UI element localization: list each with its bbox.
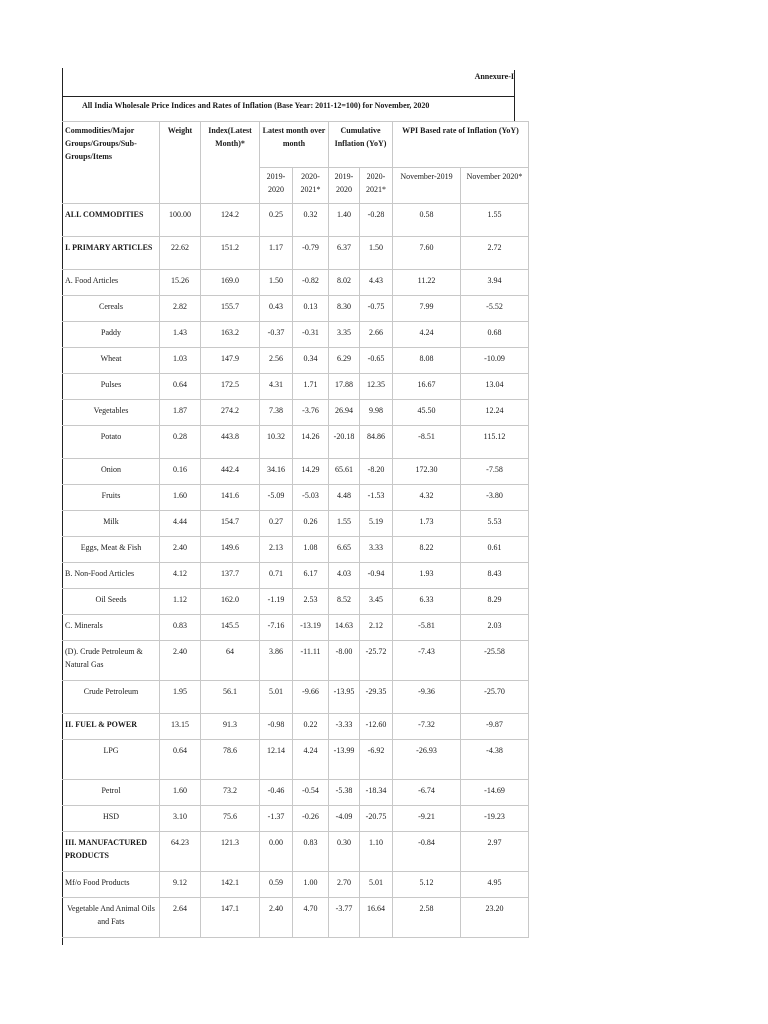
row-label: B. Non-Food Articles	[63, 563, 160, 589]
cell-weight: 1.60	[160, 780, 201, 806]
cell-c2: 2.66	[360, 322, 393, 348]
cell-c1: 6.29	[329, 348, 360, 374]
cell-m1: 0.27	[260, 511, 293, 537]
cell-weight: 22.62	[160, 237, 201, 270]
cell-c1: -5.38	[329, 780, 360, 806]
table-row	[63, 296, 529, 322]
table-row	[63, 641, 529, 681]
cell-m2: -3.76	[293, 400, 329, 426]
cell-m2: 0.13	[293, 296, 329, 322]
cell-w1: -5.81	[393, 615, 461, 641]
table-row	[63, 459, 529, 485]
subheader-mom-2020: 2020-2021*	[293, 168, 329, 204]
cell-c1: 1.40	[329, 204, 360, 237]
table-row	[63, 537, 529, 563]
cell-m2: -0.82	[293, 270, 329, 296]
cell-w2: 0.61	[461, 537, 529, 563]
wpi-table	[62, 121, 529, 938]
cell-w2: 13.04	[461, 374, 529, 400]
cell-w1: -6.74	[393, 780, 461, 806]
cell-w2: 8.29	[461, 589, 529, 615]
row-label: Petrol	[63, 780, 160, 806]
row-label: Milk	[63, 511, 160, 537]
cell-w1: 172.30	[393, 459, 461, 485]
row-label: ALL COMMODITIES	[63, 204, 160, 237]
cell-weight: 1.95	[160, 681, 201, 714]
cell-index: 56.1	[201, 681, 260, 714]
row-label: Pulses	[63, 374, 160, 400]
cell-c1: -20.18	[329, 426, 360, 459]
table-row	[63, 204, 529, 237]
cell-index: 124.2	[201, 204, 260, 237]
cell-c2: 5.19	[360, 511, 393, 537]
cell-w2: 2.03	[461, 615, 529, 641]
table-row	[63, 872, 529, 898]
cell-w2: -25.70	[461, 681, 529, 714]
cell-weight: 0.16	[160, 459, 201, 485]
cell-weight: 1.87	[160, 400, 201, 426]
cell-weight: 2.64	[160, 898, 201, 938]
table-row	[63, 237, 529, 270]
cell-m2: -0.31	[293, 322, 329, 348]
cell-m2: -11.11	[293, 641, 329, 681]
cell-c2: 3.33	[360, 537, 393, 563]
cell-w2: -10.09	[461, 348, 529, 374]
cell-w1: 4.32	[393, 485, 461, 511]
cell-m2: -9.66	[293, 681, 329, 714]
cell-m1: 4.31	[260, 374, 293, 400]
cell-c1: 17.88	[329, 374, 360, 400]
cell-w1: -9.21	[393, 806, 461, 832]
cell-m2: 0.26	[293, 511, 329, 537]
cell-w1: 16.67	[393, 374, 461, 400]
cell-c2: 1.10	[360, 832, 393, 872]
table-title-row	[62, 96, 514, 123]
cell-index: 121.3	[201, 832, 260, 872]
cell-index: 155.7	[201, 296, 260, 322]
cell-w1: 1.73	[393, 511, 461, 537]
table-row	[63, 511, 529, 537]
cell-c1: 2.70	[329, 872, 360, 898]
header-cumulative: Cumulative Inflation (YoY)	[329, 122, 393, 168]
header-index: Index(Latest Month)*	[201, 122, 260, 204]
cell-index: 145.5	[201, 615, 260, 641]
table-row	[63, 270, 529, 296]
cell-c1: 0.30	[329, 832, 360, 872]
cell-c2: -6.92	[360, 740, 393, 780]
cell-weight: 0.83	[160, 615, 201, 641]
cell-w2: -9.87	[461, 714, 529, 740]
cell-c2: 9.98	[360, 400, 393, 426]
table-row	[63, 615, 529, 641]
cell-c1: 14.63	[329, 615, 360, 641]
table-row	[63, 898, 529, 938]
table-title: All India Wholesale Price Indices and Rates of Inflation (Base Year: 2011-12=100) for November, 2020	[82, 101, 430, 110]
cell-c1: -13.95	[329, 681, 360, 714]
row-label: I. PRIMARY ARTICLES	[63, 237, 160, 270]
row-label: Vegetables	[63, 400, 160, 426]
cell-w1: -9.36	[393, 681, 461, 714]
cell-w2: -19.23	[461, 806, 529, 832]
cell-c2: 3.45	[360, 589, 393, 615]
table-row	[63, 806, 529, 832]
cell-w2: -14.69	[461, 780, 529, 806]
header-wpi-rate: WPI Based rate of Inflation (YoY)	[393, 122, 529, 168]
cell-w2: 115.12	[461, 426, 529, 459]
cell-index: 91.3	[201, 714, 260, 740]
annexure-label: Annexure-I	[474, 72, 514, 81]
cell-weight: 1.12	[160, 589, 201, 615]
cell-m1: 34.16	[260, 459, 293, 485]
cell-w1: 8.08	[393, 348, 461, 374]
table-row	[63, 589, 529, 615]
cell-m1: 2.13	[260, 537, 293, 563]
row-label: Eggs, Meat & Fish	[63, 537, 160, 563]
cell-w1: -8.51	[393, 426, 461, 459]
annexure-label-row	[62, 68, 514, 96]
cell-m1: 0.59	[260, 872, 293, 898]
cell-c2: 5.01	[360, 872, 393, 898]
cell-m1: -0.37	[260, 322, 293, 348]
cell-index: 75.6	[201, 806, 260, 832]
cell-weight: 2.40	[160, 641, 201, 681]
subheader-cum-2020: 2020-2021*	[360, 168, 393, 204]
cell-c2: -8.20	[360, 459, 393, 485]
row-label: Mf/o Food Products	[63, 872, 160, 898]
row-label: A. Food Articles	[63, 270, 160, 296]
cell-index: 147.1	[201, 898, 260, 938]
row-label: Fruits	[63, 485, 160, 511]
cell-m2: -13.19	[293, 615, 329, 641]
cell-w2: 8.43	[461, 563, 529, 589]
cell-index: 149.6	[201, 537, 260, 563]
header-weight: Weight	[160, 122, 201, 204]
cell-c2: 2.12	[360, 615, 393, 641]
cell-m2: 0.32	[293, 204, 329, 237]
cell-m1: 0.00	[260, 832, 293, 872]
cell-m2: 6.17	[293, 563, 329, 589]
cell-w1: -26.93	[393, 740, 461, 780]
cell-m2: 4.24	[293, 740, 329, 780]
cell-m2: -0.79	[293, 237, 329, 270]
row-label: Cereals	[63, 296, 160, 322]
cell-c2: -25.72	[360, 641, 393, 681]
cell-weight: 2.40	[160, 537, 201, 563]
cell-w1: 0.58	[393, 204, 461, 237]
cell-index: 141.6	[201, 485, 260, 511]
row-label: (D). Crude Petroleum & Natural Gas	[63, 641, 160, 681]
cell-c1: 26.94	[329, 400, 360, 426]
cell-c2: -1.53	[360, 485, 393, 511]
row-label: Potato	[63, 426, 160, 459]
cell-c2: -0.94	[360, 563, 393, 589]
cell-c2: 84.86	[360, 426, 393, 459]
annexure-right-border	[514, 70, 515, 122]
cell-m2: 2.53	[293, 589, 329, 615]
row-label: HSD	[63, 806, 160, 832]
cell-weight: 64.23	[160, 832, 201, 872]
cell-m2: 1.08	[293, 537, 329, 563]
cell-w2: 0.68	[461, 322, 529, 348]
cell-w2: 23.20	[461, 898, 529, 938]
cell-m1: -7.16	[260, 615, 293, 641]
cell-weight: 15.26	[160, 270, 201, 296]
cell-index: 274.2	[201, 400, 260, 426]
cell-m1: 7.38	[260, 400, 293, 426]
cell-c1: -4.09	[329, 806, 360, 832]
cell-index: 73.2	[201, 780, 260, 806]
cell-m1: 2.40	[260, 898, 293, 938]
cell-m1: -0.46	[260, 780, 293, 806]
cell-m2: 14.29	[293, 459, 329, 485]
cell-c1: 1.55	[329, 511, 360, 537]
header-row	[63, 122, 529, 168]
cell-m1: 0.71	[260, 563, 293, 589]
cell-c1: -3.77	[329, 898, 360, 938]
table-row	[63, 832, 529, 872]
row-label: Onion	[63, 459, 160, 485]
cell-weight: 4.44	[160, 511, 201, 537]
row-label: II. FUEL & POWER	[63, 714, 160, 740]
cell-w1: 8.22	[393, 537, 461, 563]
cell-index: 154.7	[201, 511, 260, 537]
cell-c2: -0.65	[360, 348, 393, 374]
cell-c1: -8.00	[329, 641, 360, 681]
cell-c2: 1.50	[360, 237, 393, 270]
table-row	[63, 400, 529, 426]
cell-index: 137.7	[201, 563, 260, 589]
cell-index: 163.2	[201, 322, 260, 348]
cell-weight: 9.12	[160, 872, 201, 898]
cell-c1: 3.35	[329, 322, 360, 348]
cell-index: 443.8	[201, 426, 260, 459]
cell-c2: 4.43	[360, 270, 393, 296]
cell-w1: -0.84	[393, 832, 461, 872]
cell-w2: 5.53	[461, 511, 529, 537]
cell-w2: 2.97	[461, 832, 529, 872]
cell-m2: 1.71	[293, 374, 329, 400]
cell-index: 442.4	[201, 459, 260, 485]
cell-m2: -5.03	[293, 485, 329, 511]
cell-weight: 1.03	[160, 348, 201, 374]
header-latest-month: Latest month over month	[260, 122, 329, 168]
cell-weight: 0.28	[160, 426, 201, 459]
subheader-mom-2019: 2019-2020	[260, 168, 293, 204]
cell-c2: 16.64	[360, 898, 393, 938]
cell-m1: 1.17	[260, 237, 293, 270]
subheader-wpi-nov-2019: November-2019	[393, 168, 461, 204]
cell-w1: 4.24	[393, 322, 461, 348]
table-row	[63, 485, 529, 511]
cell-c1: 4.03	[329, 563, 360, 589]
cell-m2: 0.22	[293, 714, 329, 740]
cell-c2: -20.75	[360, 806, 393, 832]
cell-w1: -7.43	[393, 641, 461, 681]
header-commodities: Commodities/Major Groups/Groups/Sub-Groups/Items	[63, 122, 160, 204]
row-label: Wheat	[63, 348, 160, 374]
cell-m1: -0.98	[260, 714, 293, 740]
cell-m2: 0.34	[293, 348, 329, 374]
cell-index: 169.0	[201, 270, 260, 296]
cell-w1: 5.12	[393, 872, 461, 898]
cell-c2: -12.60	[360, 714, 393, 740]
cell-w2: 3.94	[461, 270, 529, 296]
cell-weight: 0.64	[160, 374, 201, 400]
cell-index: 172.5	[201, 374, 260, 400]
cell-m2: -0.54	[293, 780, 329, 806]
cell-c1: 8.02	[329, 270, 360, 296]
cell-m1: 1.50	[260, 270, 293, 296]
cell-c2: -29.35	[360, 681, 393, 714]
subheader-wpi-nov-2020: November 2020*	[461, 168, 529, 204]
cell-w1: 1.93	[393, 563, 461, 589]
cell-w2: -5.52	[461, 296, 529, 322]
cell-w2: 12.24	[461, 400, 529, 426]
cell-index: 142.1	[201, 872, 260, 898]
cell-m1: 5.01	[260, 681, 293, 714]
table-row	[63, 426, 529, 459]
cell-c2: -0.28	[360, 204, 393, 237]
cell-weight: 4.12	[160, 563, 201, 589]
cell-m2: 14.26	[293, 426, 329, 459]
cell-c2: -18.34	[360, 780, 393, 806]
cell-c1: -3.33	[329, 714, 360, 740]
cell-m1: 12.14	[260, 740, 293, 780]
cell-w1: 45.50	[393, 400, 461, 426]
cell-m1: 0.25	[260, 204, 293, 237]
table-row	[63, 348, 529, 374]
row-label: Crude Petroleum	[63, 681, 160, 714]
cell-w1: 2.58	[393, 898, 461, 938]
table-row	[63, 563, 529, 589]
cell-w2: -4.38	[461, 740, 529, 780]
table-row	[63, 740, 529, 780]
table-row	[63, 681, 529, 714]
cell-w2: 1.55	[461, 204, 529, 237]
cell-w2: -3.80	[461, 485, 529, 511]
cell-c1: 4.48	[329, 485, 360, 511]
cell-w2: -25.58	[461, 641, 529, 681]
row-label: LPG	[63, 740, 160, 780]
cell-m2: -0.26	[293, 806, 329, 832]
cell-index: 147.9	[201, 348, 260, 374]
cell-w1: 11.22	[393, 270, 461, 296]
cell-weight: 100.00	[160, 204, 201, 237]
row-label: Paddy	[63, 322, 160, 348]
cell-w1: 6.33	[393, 589, 461, 615]
cell-m1: 0.43	[260, 296, 293, 322]
cell-c2: -0.75	[360, 296, 393, 322]
cell-weight: 3.10	[160, 806, 201, 832]
cell-index: 151.2	[201, 237, 260, 270]
cell-w2: 4.95	[461, 872, 529, 898]
subheader-cum-2019: 2019-2020	[329, 168, 360, 204]
row-label: Vegetable And Animal Oils and Fats	[63, 898, 160, 938]
cell-index: 78.6	[201, 740, 260, 780]
cell-w2: 2.72	[461, 237, 529, 270]
cell-w1: 7.99	[393, 296, 461, 322]
cell-w1: -7.32	[393, 714, 461, 740]
cell-c1: 65.61	[329, 459, 360, 485]
table-row	[63, 780, 529, 806]
cell-weight: 13.15	[160, 714, 201, 740]
cell-c2: 12.35	[360, 374, 393, 400]
cell-m1: -5.09	[260, 485, 293, 511]
table-row	[63, 374, 529, 400]
cell-weight: 2.82	[160, 296, 201, 322]
cell-weight: 1.43	[160, 322, 201, 348]
cell-m1: 3.86	[260, 641, 293, 681]
row-label: III. MANUFACTURED PRODUCTS	[63, 832, 160, 872]
cell-c1: -13.99	[329, 740, 360, 780]
cell-w1: 7.60	[393, 237, 461, 270]
cell-c1: 6.37	[329, 237, 360, 270]
cell-m1: 10.32	[260, 426, 293, 459]
cell-index: 162.0	[201, 589, 260, 615]
cell-c1: 8.30	[329, 296, 360, 322]
cell-m1: -1.19	[260, 589, 293, 615]
cell-w2: -7.58	[461, 459, 529, 485]
cell-m2: 1.00	[293, 872, 329, 898]
cell-weight: 1.60	[160, 485, 201, 511]
cell-weight: 0.64	[160, 740, 201, 780]
cell-m1: -1.37	[260, 806, 293, 832]
table-row	[63, 714, 529, 740]
cell-c1: 6.65	[329, 537, 360, 563]
table-row	[63, 322, 529, 348]
cell-c1: 8.52	[329, 589, 360, 615]
row-label: Oil Seeds	[63, 589, 160, 615]
cell-index: 64	[201, 641, 260, 681]
cell-m2: 0.83	[293, 832, 329, 872]
cell-m2: 4.70	[293, 898, 329, 938]
cell-m1: 2.56	[260, 348, 293, 374]
row-label: C. Minerals	[63, 615, 160, 641]
